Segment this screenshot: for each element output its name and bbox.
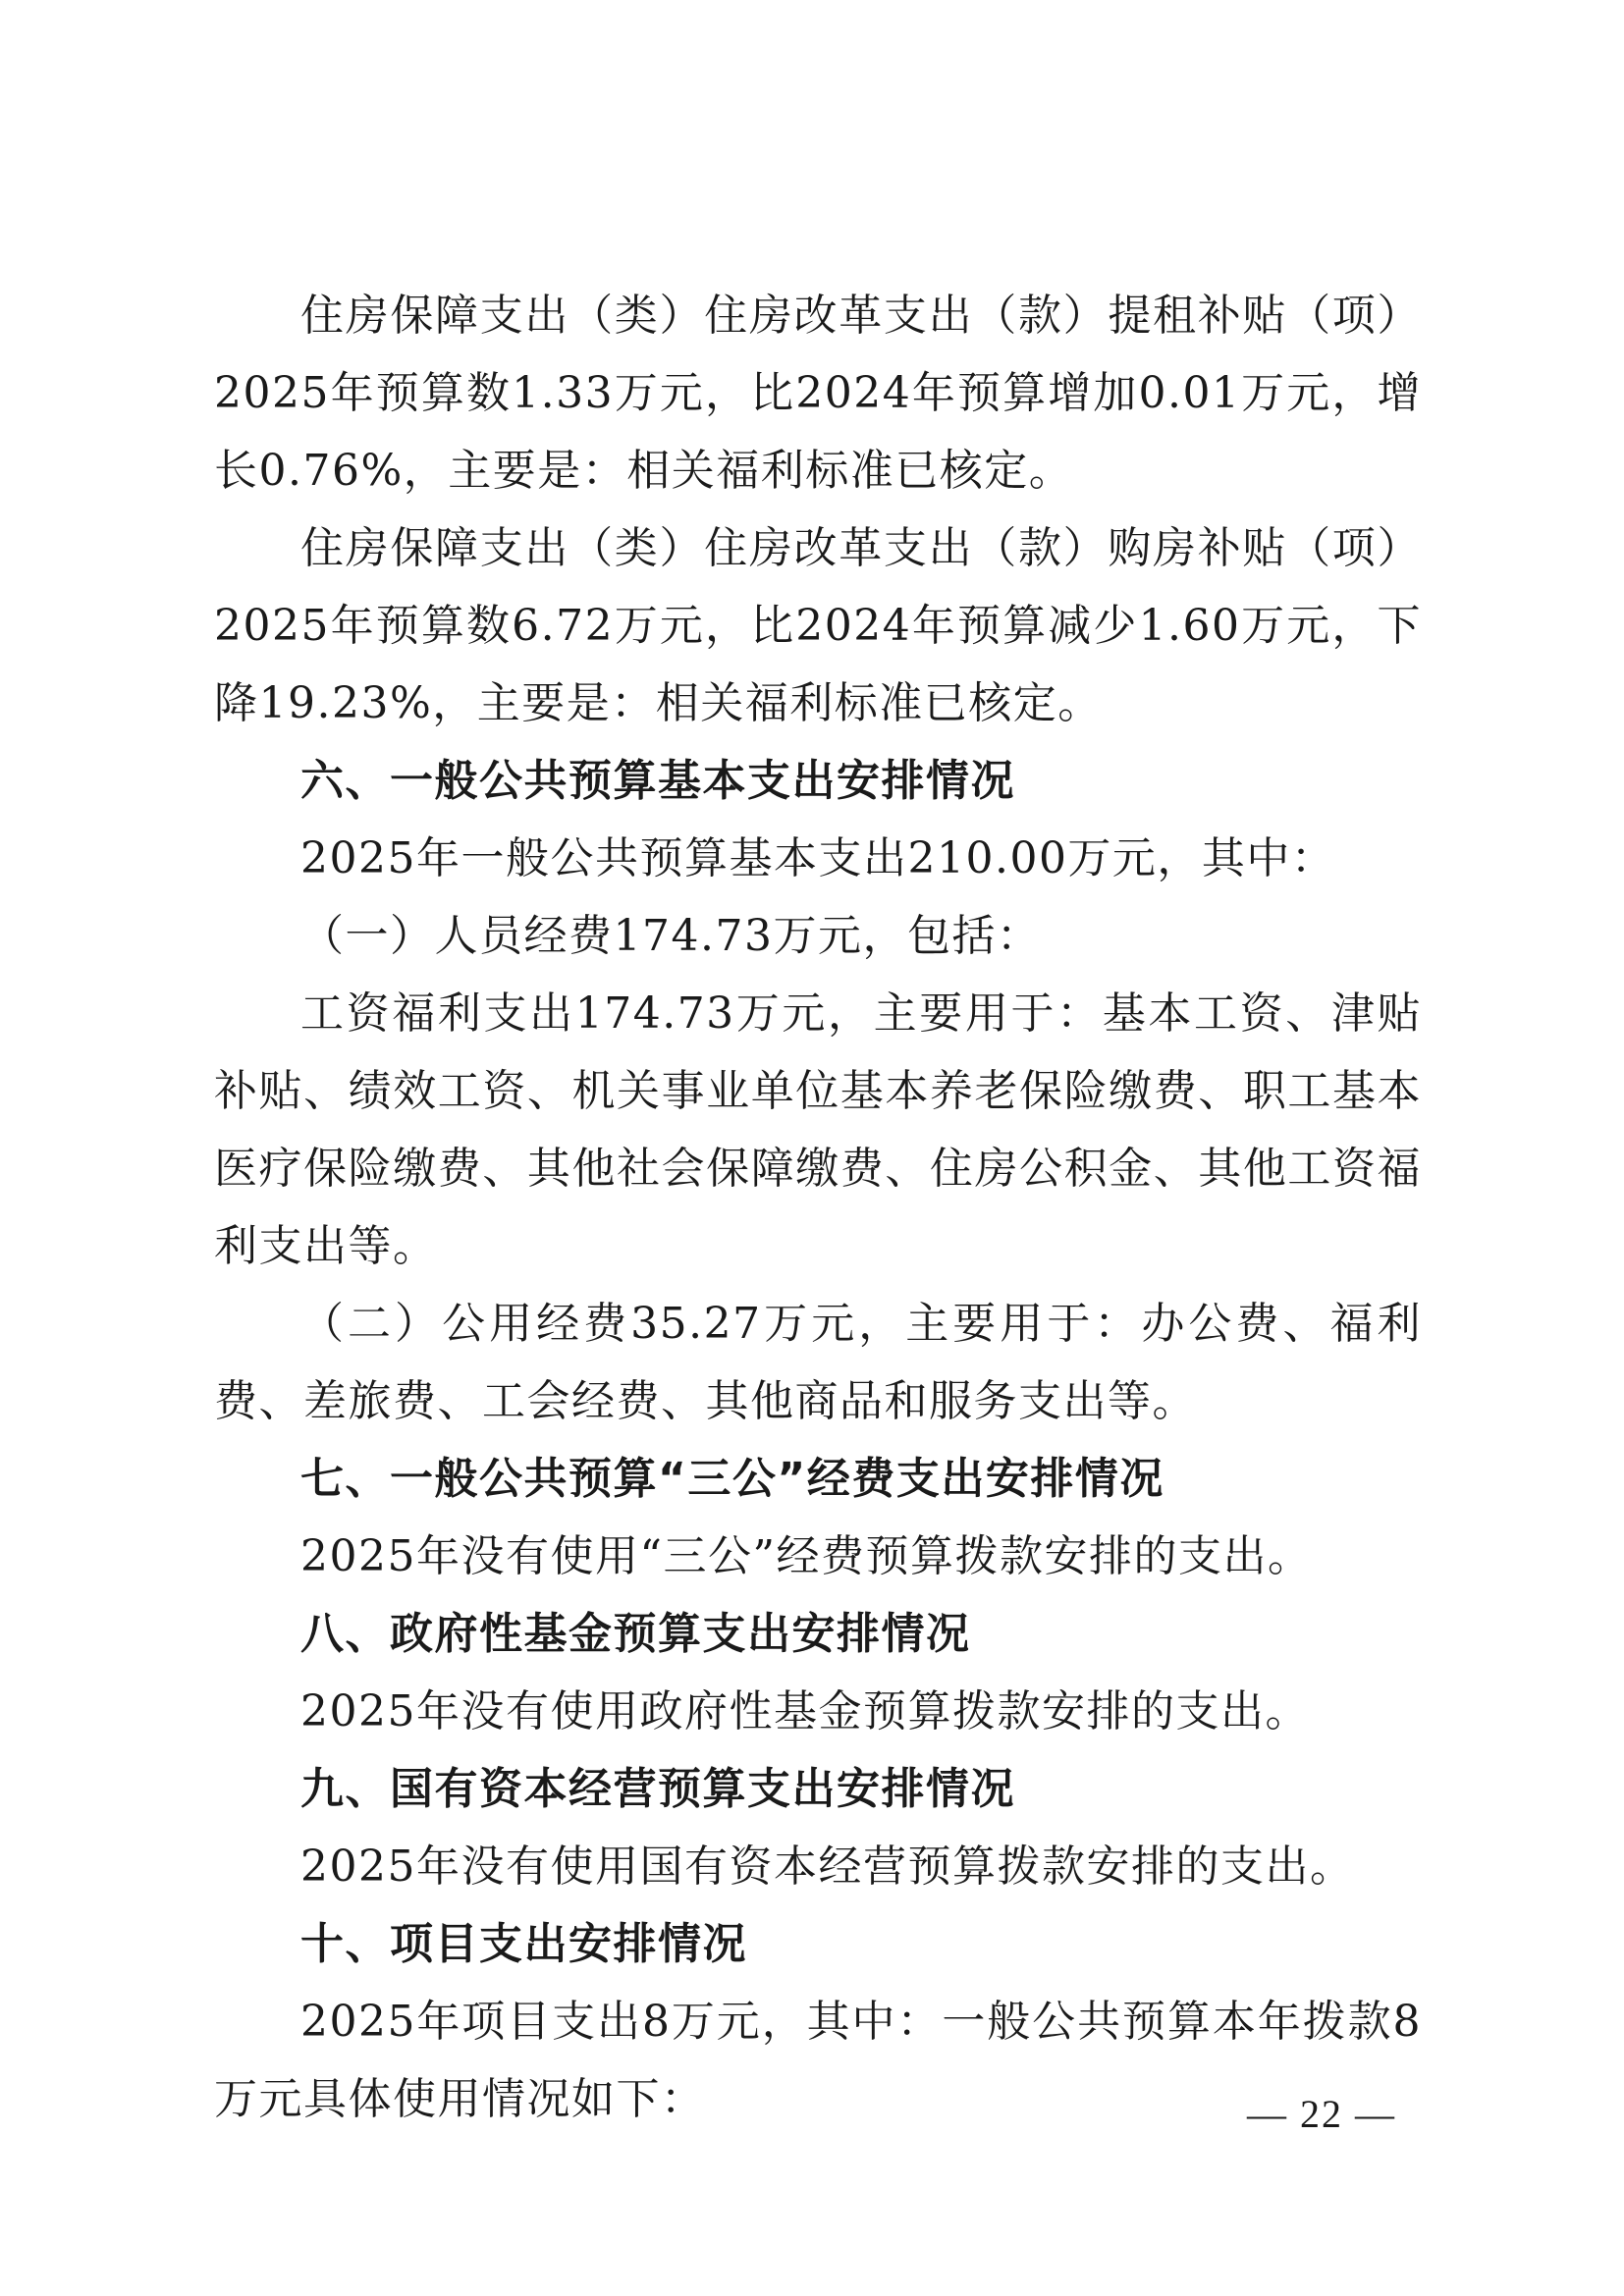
para-basic-expenditure-total: 2025年一般公共预算基本支出210.00万元，其中：: [300, 833, 1336, 883]
heading-section-9: 九、国有资本经营预算支出安排情况: [300, 1764, 1015, 1814]
para-public-expenses: （二）公用经费35.27万元，主要用于：办公费、福利费、差旅费、工会经费、其他商品和服务支出等。: [214, 1299, 1422, 1426]
para-state-capital: 2025年没有使用国有资本经营预算拨款安排的支出。: [300, 1842, 1355, 1892]
para-housing-purchase-subsidy: 住房保障支出（类）住房改革支出（款）购房补贴（项）2025年预算数6.72万元，比2024年预算减少1.60万元，下降19.23%，主要是：相关福利标准已核定。: [214, 523, 1422, 728]
heading-section-6: 六、一般公共预算基本支出安排情况: [300, 756, 1015, 806]
heading-section-7: 七、一般公共预算“三公”经费支出安排情况: [300, 1454, 1164, 1504]
para-salary-welfare: 工资福利支出174.73万元，主要用于：基本工资、津贴补贴、绩效工资、机关事业单位基本养老保险缴费、职工基本医疗保险缴费、其他社会保障缴费、住房公积金、其他工资福利支出等。: [214, 988, 1422, 1271]
document-body: [214, 277, 1422, 2138]
para-government-fund: 2025年没有使用政府性基金预算拨款安排的支出。: [300, 1686, 1310, 1736]
page-number: — 22 —: [1247, 2092, 1396, 2136]
para-project-expenditure: 2025年项目支出8万元，其中：一般公共预算本年拨款8万元具体使用情况如下：: [214, 1997, 1422, 2124]
para-three-public-funds: 2025年没有使用“三公”经费预算拨款安排的支出。: [300, 1531, 1313, 1581]
heading-section-10: 十、项目支出安排情况: [300, 1919, 747, 1969]
heading-section-8: 八、政府性基金预算支出安排情况: [300, 1609, 971, 1659]
para-personnel-expenses: （一）人员经费174.73万元，包括：: [300, 911, 1042, 961]
para-rent-subsidy: 住房保障支出（类）住房改革支出（款）提租补贴（项）2025年预算数1.33万元，比2024年预算增加0.01万元，增长0.76%，主要是：相关福利标准已核定。: [214, 291, 1422, 496]
